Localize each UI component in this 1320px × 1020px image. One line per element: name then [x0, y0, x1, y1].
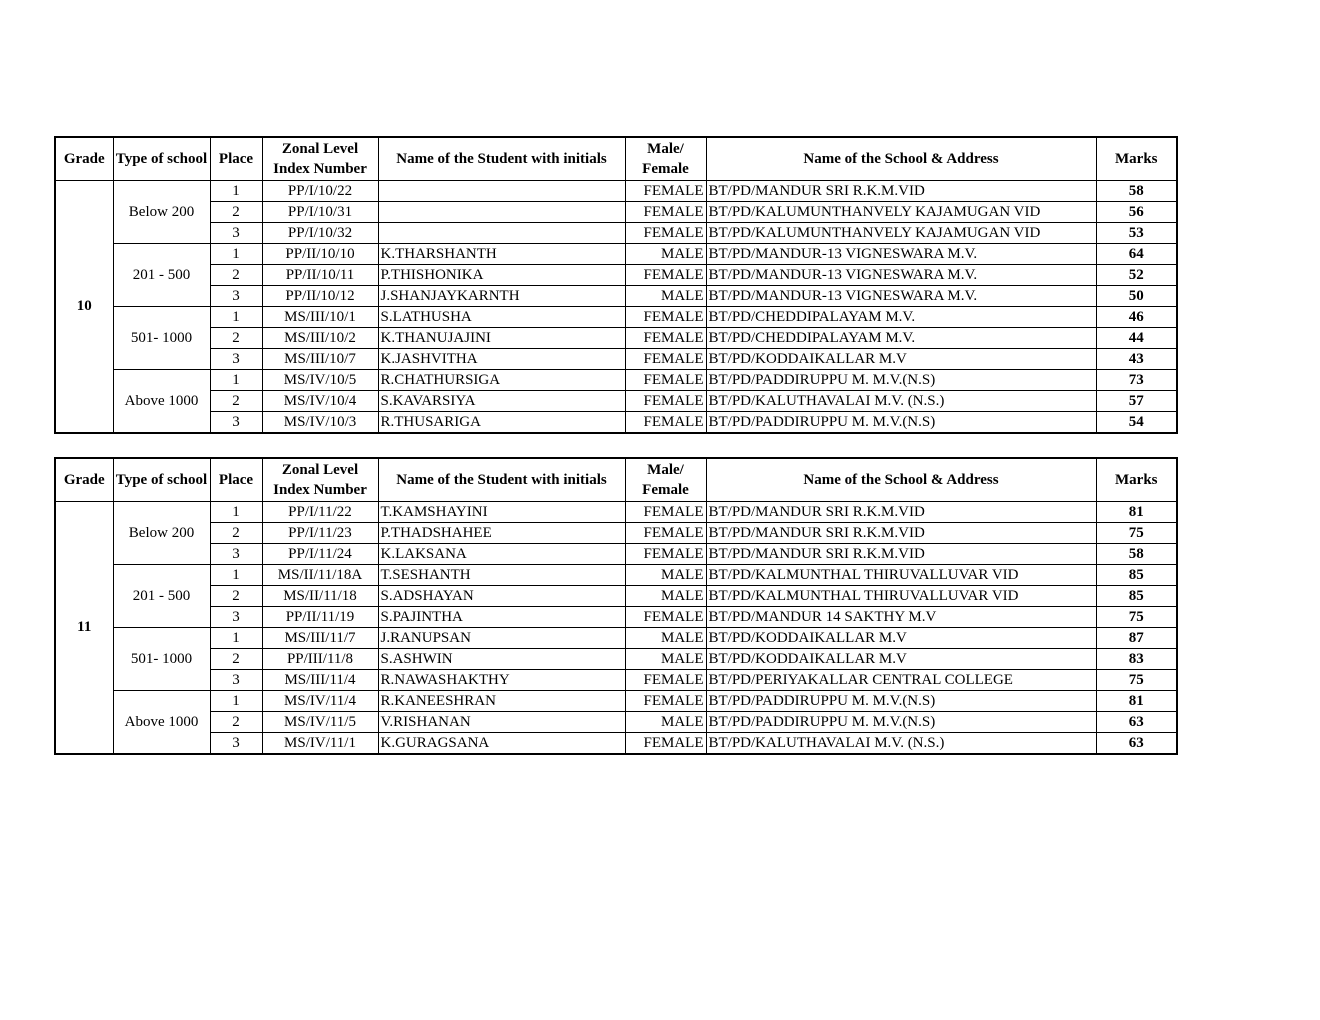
school-address-cell: BT/PD/CHEDDIPALAYAM M.V.: [706, 307, 1096, 328]
header-type-of-school: Type of school: [113, 458, 210, 502]
marks-cell: 58: [1096, 544, 1177, 565]
table-row: [55, 265, 1177, 286]
gender-cell: FEMALE: [625, 265, 706, 286]
index-number-cell: PP/II/11/19: [262, 607, 378, 628]
table-row: [55, 391, 1177, 412]
gender-cell: FEMALE: [625, 544, 706, 565]
student-name-cell: R.NAWASHAKTHY: [378, 670, 625, 691]
index-number-cell: MS/IV/11/4: [262, 691, 378, 712]
gender-cell: FEMALE: [625, 370, 706, 391]
place-cell: 1: [210, 628, 262, 649]
marks-cell: 63: [1096, 712, 1177, 733]
table-row: [55, 670, 1177, 691]
header-place: Place: [210, 137, 262, 181]
student-name-cell: P.THADSHAHEE: [378, 523, 625, 544]
school-type-cell: 501- 1000: [113, 628, 210, 691]
student-name-cell: S.ADSHAYAN: [378, 586, 625, 607]
place-cell: 2: [210, 391, 262, 412]
index-number-cell: MS/II/11/18: [262, 586, 378, 607]
school-type-cell: Below 200: [113, 502, 210, 565]
student-name-cell: [378, 181, 625, 202]
place-cell: 1: [210, 244, 262, 265]
table-row: [55, 244, 1177, 265]
student-name-cell: J.SHANJAYKARNTH: [378, 286, 625, 307]
table-row: [55, 544, 1177, 565]
student-name-cell: P.THISHONIKA: [378, 265, 625, 286]
student-name-cell: T.SESHANTH: [378, 565, 625, 586]
index-number-cell: MS/IV/10/3: [262, 412, 378, 434]
header-grade: Grade: [55, 458, 113, 502]
school-address-cell: BT/PD/MANDUR SRI R.K.M.VID: [706, 523, 1096, 544]
school-address-cell: BT/PD/MANDUR-13 VIGNESWARA M.V.: [706, 244, 1096, 265]
results-table-grade-11: [54, 457, 1178, 755]
student-name-cell: K.GURAGSANA: [378, 733, 625, 755]
marks-cell: 63: [1096, 733, 1177, 755]
place-cell: 1: [210, 502, 262, 523]
table-row: [55, 586, 1177, 607]
grade-cell: 11: [55, 502, 113, 755]
marks-cell: 75: [1096, 607, 1177, 628]
header-gender: Male/ Female: [625, 137, 706, 181]
student-name-cell: S.ASHWIN: [378, 649, 625, 670]
table-row: [55, 565, 1177, 586]
table-row: [55, 202, 1177, 223]
school-address-cell: BT/PD/PADDIRUPPU M. M.V.(N.S): [706, 691, 1096, 712]
school-address-cell: BT/PD/KODDAIKALLAR M.V: [706, 628, 1096, 649]
gender-cell: MALE: [625, 649, 706, 670]
index-number-cell: PP/I/11/22: [262, 502, 378, 523]
place-cell: 2: [210, 712, 262, 733]
header-index-number: Zonal Level Index Number: [262, 458, 378, 502]
place-cell: 3: [210, 670, 262, 691]
index-number-cell: MS/II/11/18A: [262, 565, 378, 586]
marks-cell: 57: [1096, 391, 1177, 412]
marks-cell: 83: [1096, 649, 1177, 670]
school-address-cell: BT/PD/KALUTHAVALAI M.V. (N.S.): [706, 391, 1096, 412]
school-address-cell: BT/PD/KALMUNTHAL THIRUVALLUVAR VID: [706, 565, 1096, 586]
gender-cell: MALE: [625, 586, 706, 607]
marks-cell: 81: [1096, 691, 1177, 712]
marks-cell: 85: [1096, 586, 1177, 607]
school-type-cell: Above 1000: [113, 370, 210, 434]
table-row: [55, 370, 1177, 391]
table-row: [55, 502, 1177, 523]
results-table-grade-10: [54, 136, 1178, 434]
table-row: [55, 691, 1177, 712]
marks-cell: 75: [1096, 523, 1177, 544]
header-student-name: Name of the Student with initials: [378, 137, 625, 181]
place-cell: 3: [210, 733, 262, 755]
school-address-cell: BT/PD/MANDUR 14 SAKTHY M.V: [706, 607, 1096, 628]
place-cell: 2: [210, 328, 262, 349]
table-row: [55, 349, 1177, 370]
marks-cell: 87: [1096, 628, 1177, 649]
table-row: [55, 412, 1177, 434]
gender-cell: FEMALE: [625, 349, 706, 370]
table-row: [55, 328, 1177, 349]
header-school-address: Name of the School & Address: [706, 137, 1096, 181]
place-cell: 2: [210, 649, 262, 670]
school-address-cell: BT/PD/PERIYAKALLAR CENTRAL COLLEGE: [706, 670, 1096, 691]
student-name-cell: V.RISHANAN: [378, 712, 625, 733]
header-gender: Male/ Female: [625, 458, 706, 502]
gender-cell: FEMALE: [625, 502, 706, 523]
index-number-cell: PP/II/10/10: [262, 244, 378, 265]
gender-cell: FEMALE: [625, 733, 706, 755]
gender-cell: FEMALE: [625, 670, 706, 691]
marks-cell: 54: [1096, 412, 1177, 434]
place-cell: 2: [210, 586, 262, 607]
index-number-cell: PP/I/10/32: [262, 223, 378, 244]
student-name-cell: K.LAKSANA: [378, 544, 625, 565]
gender-cell: FEMALE: [625, 691, 706, 712]
place-cell: 2: [210, 265, 262, 286]
marks-cell: 56: [1096, 202, 1177, 223]
marks-cell: 73: [1096, 370, 1177, 391]
school-address-cell: BT/PD/KALUMUNTHANVELY KAJAMUGAN VID: [706, 223, 1096, 244]
header-row: [55, 137, 1177, 181]
student-name-cell: J.RANUPSAN: [378, 628, 625, 649]
place-cell: 1: [210, 565, 262, 586]
index-number-cell: PP/I/11/24: [262, 544, 378, 565]
gender-cell: FEMALE: [625, 202, 706, 223]
gender-cell: MALE: [625, 244, 706, 265]
school-address-cell: BT/PD/KALUMUNTHANVELY KAJAMUGAN VID: [706, 202, 1096, 223]
index-number-cell: PP/II/10/12: [262, 286, 378, 307]
header-place: Place: [210, 458, 262, 502]
marks-cell: 43: [1096, 349, 1177, 370]
header-index-number: Zonal Level Index Number: [262, 137, 378, 181]
marks-cell: 52: [1096, 265, 1177, 286]
gender-cell: MALE: [625, 286, 706, 307]
marks-cell: 58: [1096, 181, 1177, 202]
index-number-cell: MS/III/11/4: [262, 670, 378, 691]
student-name-cell: S.KAVARSIYA: [378, 391, 625, 412]
table-row: [55, 523, 1177, 544]
header-type-of-school: Type of school: [113, 137, 210, 181]
school-address-cell: BT/PD/PADDIRUPPU M. M.V.(N.S): [706, 412, 1096, 434]
school-type-cell: Above 1000: [113, 691, 210, 755]
student-name-cell: K.THANUJAJINI: [378, 328, 625, 349]
table-row: [55, 181, 1177, 202]
table-row: [55, 286, 1177, 307]
gender-cell: FEMALE: [625, 328, 706, 349]
marks-cell: 50: [1096, 286, 1177, 307]
grade-cell: 10: [55, 181, 113, 434]
header-school-address: Name of the School & Address: [706, 458, 1096, 502]
marks-cell: 53: [1096, 223, 1177, 244]
gender-cell: FEMALE: [625, 412, 706, 434]
marks-cell: 44: [1096, 328, 1177, 349]
school-type-cell: 201 - 500: [113, 244, 210, 307]
gender-cell: MALE: [625, 712, 706, 733]
marks-cell: 46: [1096, 307, 1177, 328]
marks-cell: 81: [1096, 502, 1177, 523]
student-name-cell: K.THARSHANTH: [378, 244, 625, 265]
gender-cell: MALE: [625, 565, 706, 586]
place-cell: 3: [210, 607, 262, 628]
index-number-cell: PP/I/11/23: [262, 523, 378, 544]
index-number-cell: PP/II/10/11: [262, 265, 378, 286]
table-header: [55, 137, 1177, 181]
index-number-cell: MS/IV/10/5: [262, 370, 378, 391]
place-cell: 3: [210, 349, 262, 370]
header-marks: Marks: [1096, 458, 1177, 502]
index-number-cell: MS/IV/11/5: [262, 712, 378, 733]
school-address-cell: BT/PD/MANDUR-13 VIGNESWARA M.V.: [706, 265, 1096, 286]
table-row: [55, 307, 1177, 328]
header-student-name: Name of the Student with initials: [378, 458, 625, 502]
school-address-cell: BT/PD/PADDIRUPPU M. M.V.(N.S): [706, 370, 1096, 391]
index-number-cell: MS/IV/10/4: [262, 391, 378, 412]
school-address-cell: BT/PD/MANDUR SRI R.K.M.VID: [706, 544, 1096, 565]
gender-cell: FEMALE: [625, 391, 706, 412]
index-number-cell: PP/III/11/8: [262, 649, 378, 670]
index-number-cell: MS/IV/11/1: [262, 733, 378, 755]
index-number-cell: MS/III/10/7: [262, 349, 378, 370]
school-type-cell: 201 - 500: [113, 565, 210, 628]
student-name-cell: R.KANEESHRAN: [378, 691, 625, 712]
place-cell: 3: [210, 412, 262, 434]
student-name-cell: [378, 202, 625, 223]
student-name-cell: [378, 223, 625, 244]
place-cell: 3: [210, 286, 262, 307]
table-row: [55, 223, 1177, 244]
school-type-cell: Below 200: [113, 181, 210, 244]
header-grade: Grade: [55, 137, 113, 181]
place-cell: 1: [210, 181, 262, 202]
gender-cell: FEMALE: [625, 223, 706, 244]
school-address-cell: BT/PD/KALUTHAVALAI M.V. (N.S.): [706, 733, 1096, 755]
student-name-cell: T.KAMSHAYINI: [378, 502, 625, 523]
school-address-cell: BT/PD/CHEDDIPALAYAM M.V.: [706, 328, 1096, 349]
table-row: [55, 712, 1177, 733]
gender-cell: FEMALE: [625, 181, 706, 202]
marks-cell: 75: [1096, 670, 1177, 691]
place-cell: 2: [210, 523, 262, 544]
header-marks: Marks: [1096, 137, 1177, 181]
student-name-cell: S.PAJINTHA: [378, 607, 625, 628]
gender-cell: FEMALE: [625, 307, 706, 328]
school-address-cell: BT/PD/KODDAIKALLAR M.V: [706, 349, 1096, 370]
place-cell: 1: [210, 691, 262, 712]
place-cell: 3: [210, 223, 262, 244]
student-name-cell: R.CHATHURSIGA: [378, 370, 625, 391]
school-address-cell: BT/PD/MANDUR SRI R.K.M.VID: [706, 181, 1096, 202]
table-row: [55, 628, 1177, 649]
table-row: [55, 649, 1177, 670]
table-body: [55, 181, 1177, 434]
place-cell: 1: [210, 370, 262, 391]
gender-cell: FEMALE: [625, 523, 706, 544]
header-row: [55, 458, 1177, 502]
student-name-cell: S.LATHUSHA: [378, 307, 625, 328]
index-number-cell: PP/I/10/22: [262, 181, 378, 202]
index-number-cell: MS/III/10/2: [262, 328, 378, 349]
school-address-cell: BT/PD/PADDIRUPPU M. M.V.(N.S): [706, 712, 1096, 733]
table-header: [55, 458, 1177, 502]
place-cell: 2: [210, 202, 262, 223]
student-name-cell: R.THUSARIGA: [378, 412, 625, 434]
place-cell: 1: [210, 307, 262, 328]
gender-cell: MALE: [625, 628, 706, 649]
school-address-cell: BT/PD/KALMUNTHAL THIRUVALLUVAR VID: [706, 586, 1096, 607]
marks-cell: 85: [1096, 565, 1177, 586]
school-address-cell: BT/PD/KODDAIKALLAR M.V: [706, 649, 1096, 670]
table-row: [55, 607, 1177, 628]
school-type-cell: 501- 1000: [113, 307, 210, 370]
school-address-cell: BT/PD/MANDUR-13 VIGNESWARA M.V.: [706, 286, 1096, 307]
place-cell: 3: [210, 544, 262, 565]
student-name-cell: K.JASHVITHA: [378, 349, 625, 370]
marks-cell: 64: [1096, 244, 1177, 265]
index-number-cell: PP/I/10/31: [262, 202, 378, 223]
gender-cell: FEMALE: [625, 607, 706, 628]
table-row: [55, 733, 1177, 755]
school-address-cell: BT/PD/MANDUR SRI R.K.M.VID: [706, 502, 1096, 523]
index-number-cell: MS/III/10/1: [262, 307, 378, 328]
table-body: [55, 502, 1177, 755]
index-number-cell: MS/III/11/7: [262, 628, 378, 649]
